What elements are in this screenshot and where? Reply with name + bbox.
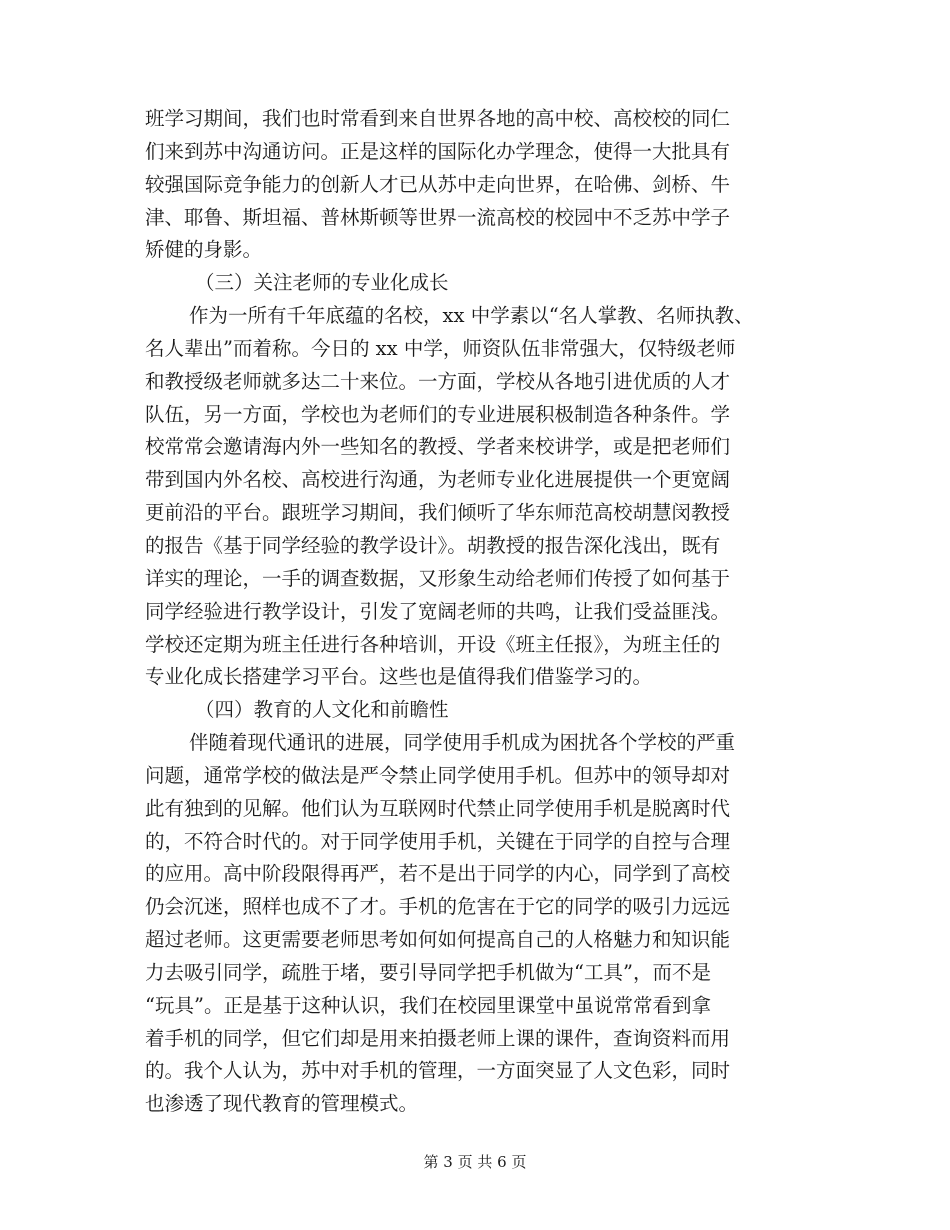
text-line: 们来到苏中沟通访问。正是这样的国际化办学理念，使得一大批具有 (145, 139, 731, 163)
text-line: 专业化成长搭建学习平台。这些也是值得我们借鉴学习的。 (145, 665, 653, 689)
text-line: 的，不符合时代的。对于同学使用手机，关键在于同学的自控与合理 (145, 829, 731, 853)
text-line: 力去吸引同学，疏胜于堵，要引导同学把手机做为“工具”，而不是 (145, 960, 711, 984)
text-line: 队伍，另一方面，学校也为老师们的专业进展积极制造各种条件。学 (145, 402, 731, 426)
text-line: 仍会沉迷，照样也成不了才。手机的危害在于它的同学的吸引力远远 (145, 895, 731, 919)
text-line: 带到国内外名校、高校进行沟通，为老师专业化进展提供一个更宽阔 (145, 468, 731, 492)
text-line: 较强国际竞争能力的创新人才已从苏中走向世界，在哈佛、剑桥、牛 (145, 172, 731, 196)
section-heading: （三）关注老师的专业化成长 (195, 271, 449, 295)
section-heading: （四）教育的人文化和前瞻性 (195, 698, 449, 722)
text-line: 作为一所有千年底蕴的名校，xx 中学素以“名人掌教、名师执教、 (189, 304, 754, 328)
document-body (145, 103, 825, 1121)
text-line: 的应用。高中阶段限得再严，若不是出于同学的内心，同学到了高校 (145, 862, 731, 886)
text-line: 更前沿的平台。跟班学习期间，我们倾听了华东师范高校胡慧闵教授 (145, 501, 731, 525)
text-line: 班学习期间，我们也时常看到来自世界各地的高中校、高校校的同仁 (145, 107, 731, 130)
text-line: 名人辈出”而着称。今日的 xx 中学，师资队伍非常强大，仅特级老师 (145, 336, 736, 360)
text-line: 学校还定期为班主任进行各种培训，开设《班主任报》，为班主任的 (145, 632, 721, 656)
text-line: 详实的理论，一手的调查数据，又形象生动给老师们传授了如何基于 (145, 566, 731, 590)
text-line: 矫健的身影。 (145, 238, 263, 262)
text-line: 也渗透了现代教育的管理模式。 (145, 1092, 419, 1116)
text-line: 此有独到的见解。他们认为互联网时代禁止同学使用手机是脱离时代 (145, 796, 731, 820)
text-line: 伴随着现代通讯的进展，同学使用手机成为困扰各个学校的严重 (189, 731, 736, 755)
text-line: 校常常会邀请海内外一些知名的教授、学者来校讲学，或是把老师们 (145, 435, 731, 459)
text-line: 超过老师。这更需要老师思考如何如何提高自己的人格魅力和知识能 (145, 928, 731, 952)
text-line: 津、耶鲁、斯坦福、普林斯顿等世界一流高校的校园中不乏苏中学子 (145, 205, 731, 229)
text-line: 问题，通常学校的做法是严令禁止同学使用手机。但苏中的领导却对 (145, 763, 731, 787)
text-line: 和教授级老师就多达二十来位。一方面，学校从各地引进优质的人才 (145, 369, 731, 393)
text-line: 的报告《基于同学经验的教学设计》。胡教授的报告深化浅出，既有 (145, 533, 721, 557)
text-line: 的。我个人认为，苏中对手机的管理，一方面突显了人文色彩，同时 (145, 1059, 731, 1083)
text-line: 同学经验进行教学设计，引发了宽阔老师的共鸣，让我们受益匪浅。 (145, 599, 731, 623)
page-number-footer: 第 3 页 共 6 页 (423, 1153, 527, 1171)
text-line: “玩具”。正是基于这种认识，我们在校园里课堂中虽说常常看到拿 (145, 993, 711, 1017)
text-line: 着手机的同学，但它们却是用来拍摄老师上课的课件，查询资料而用 (145, 1026, 731, 1050)
